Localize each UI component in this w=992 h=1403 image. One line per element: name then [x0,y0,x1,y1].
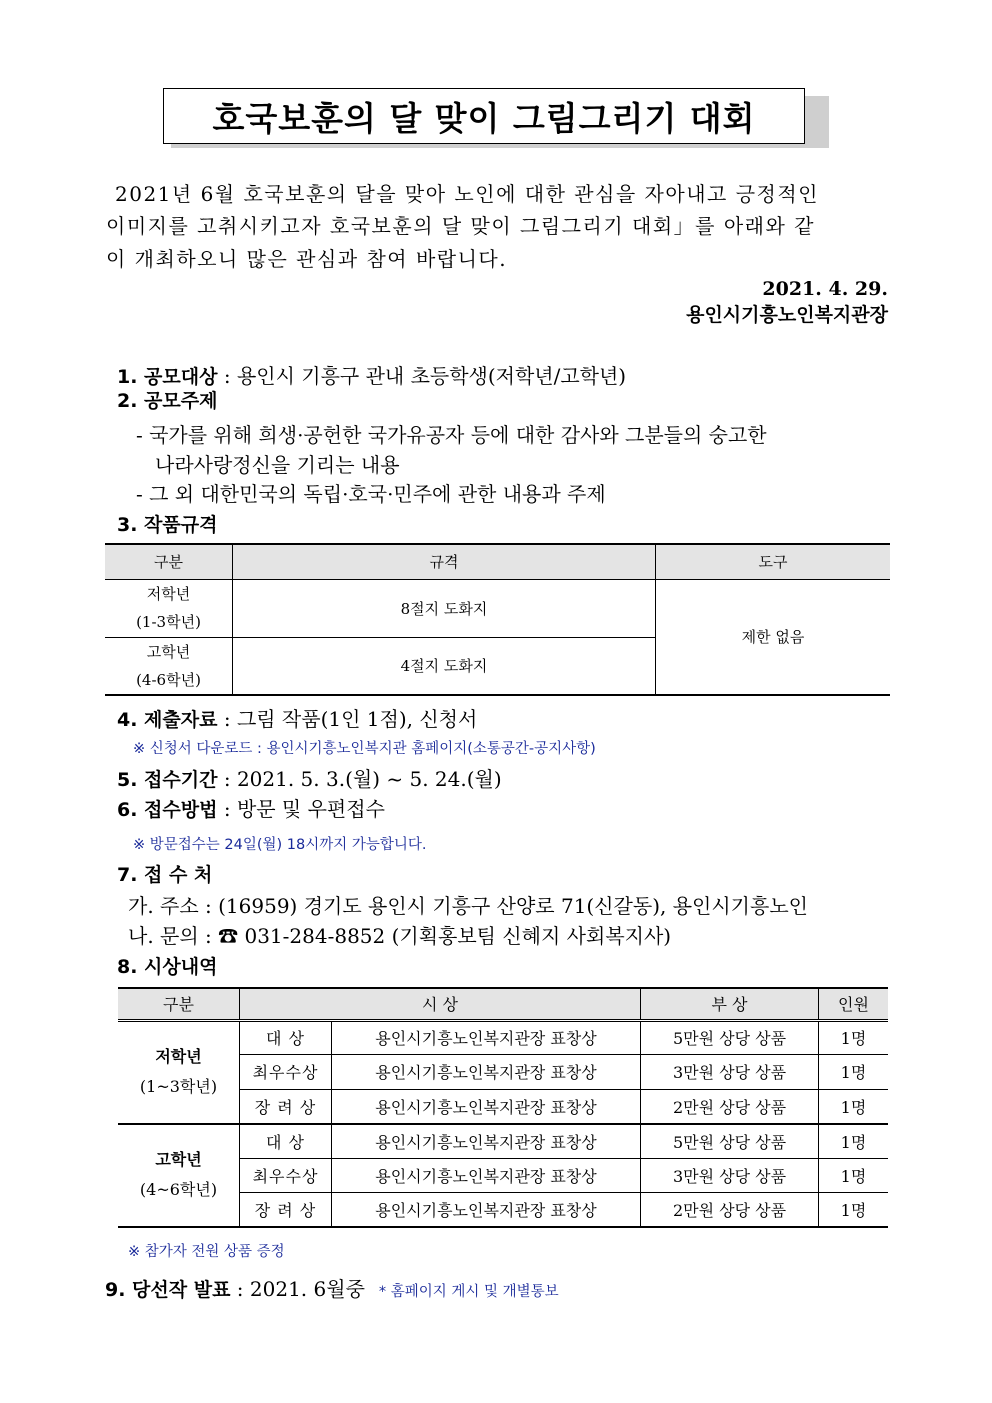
prize-cell: 2만원 상당 상품 [641,1089,819,1124]
awards-table [118,987,888,1228]
contact: 나. 문의 : ☎ 031-284-8852 (기획홍보팀 신혜지 사회복지사) [128,924,672,948]
section-text: : 2021. 5. 3.(월) ~ 5. 24.(월) [217,767,502,791]
prize-note: ※ 참가자 전원 상품 증정 [128,1244,285,1260]
table-row [118,1020,888,1055]
section-heading: 7. 접 수 처 [117,864,213,886]
header-cell: 규격 [233,544,656,579]
award-cell: 최우수상 [240,1055,332,1090]
visit-note: ※ 방문접수는 24일(월) 18시까지 가능합니다. [133,837,427,853]
header-cell: 구분 [118,988,240,1020]
grade-cell: 고학년 (4-6학년) [105,637,233,695]
award-cell: 장 려 상 [240,1193,332,1228]
section-text: : 방문 및 우편접수 [217,797,385,821]
honor-cell: 용인시기흥노인복지관장 표창상 [332,1158,641,1193]
prize-cell: 3만원 상당 상품 [641,1055,819,1090]
header-cell: 부 상 [641,988,819,1020]
section-text: : 2021. 6월중 [230,1277,365,1301]
prize-cell: 5만원 상당 상품 [641,1020,819,1055]
award-cell: 대 상 [240,1020,332,1055]
section-heading: 9. 당선작 발표 [105,1279,231,1301]
count-cell: 1명 [819,1193,889,1228]
section-text: : 용인시 기흥구 관내 초등학생(저학년/고학년) [217,364,627,388]
award-cell: 최우수상 [240,1158,332,1193]
grade-cell: 저학년 (1~3학년) [118,1020,240,1124]
topic-item: - 그 외 대한민국의 독립·호국·민주에 관한 내용과 주제 [136,482,606,506]
grade-cell: 고학년 (4~6학년) [118,1124,240,1228]
topic-item: - 국가를 위해 희생·공헌한 국가유공자 등에 대한 감사와 그분들의 숭고한 [136,423,767,447]
header-cell: 시 상 [240,988,641,1020]
section-text: : 그림 작품(1인 1점), 신청서 [217,707,478,731]
section-heading: 4. 제출자료 [117,709,218,731]
prize-cell: 5만원 상당 상품 [641,1124,819,1159]
section-heading: 8. 시상내역 [117,956,218,978]
spec-cell: 8절지 도화지 [233,579,656,637]
address: 가. 주소 : (16959) 경기도 용인시 기흥구 산양로 71(신갈동), 용인시기흥노인 [128,894,808,918]
award-cell: 장 려 상 [240,1089,332,1124]
honor-cell: 용인시기흥노인복지관장 표창상 [332,1193,641,1228]
intro-line: 이 개최하오니 많은 관심과 참여 바랍니다. [106,247,508,271]
table-row [118,1124,888,1159]
tool-cell: 제한 없음 [656,579,891,695]
date: 2021. 4. 29. [762,278,888,300]
grade-cell: 저학년 (1-3학년) [105,579,233,637]
header-cell: 인원 [819,988,889,1020]
honor-cell: 용인시기흥노인복지관장 표창상 [332,1055,641,1090]
section-heading: 6. 접수방법 [117,799,218,821]
intro-line: 이미지를 고취시키고자 호국보훈의 달 맞이 그림그리기 대회」를 아래와 같 [106,214,815,238]
count-cell: 1명 [819,1055,889,1090]
count-cell: 1명 [819,1124,889,1159]
header-cell: 도구 [656,544,891,579]
count-cell: 1명 [819,1020,889,1055]
spec-cell: 4절지 도화지 [233,637,656,695]
prize-cell: 3만원 상당 상품 [641,1158,819,1193]
section-heading: 3. 작품규격 [117,514,218,536]
honor-cell: 용인시기흥노인복지관장 표창상 [332,1020,641,1055]
honor-cell: 용인시기흥노인복지관장 표창상 [332,1124,641,1159]
award-cell: 대 상 [240,1124,332,1159]
header-cell: 구분 [105,544,233,579]
announcement-note: * 홈페이지 게시 및 개별통보 [378,1284,559,1300]
download-note: ※ 신청서 다운로드 : 용인시기흥노인복지관 홈페이지(소통공간-공지사항) [133,741,596,757]
intro-line: 2021년 6월 호국보훈의 달을 맞아 노인에 대한 관심을 자아내고 긍정적인 [115,182,819,206]
honor-cell: 용인시기흥노인복지관장 표창상 [332,1089,641,1124]
section-heading: 1. 공모대상 [117,366,218,388]
section-heading: 5. 접수기간 [117,769,218,791]
section-heading: 2. 공모주제 [117,390,218,412]
count-cell: 1명 [819,1158,889,1193]
organization: 용인시기흥노인복지관장 [686,304,888,326]
count-cell: 1명 [819,1089,889,1124]
spec-table [105,543,890,696]
prize-cell: 2만원 상당 상품 [641,1193,819,1228]
document-title: 호국보훈의 달 맞이 그림그리기 대회 [163,88,805,144]
topic-item: 나라사랑정신을 기리는 내용 [155,453,400,477]
